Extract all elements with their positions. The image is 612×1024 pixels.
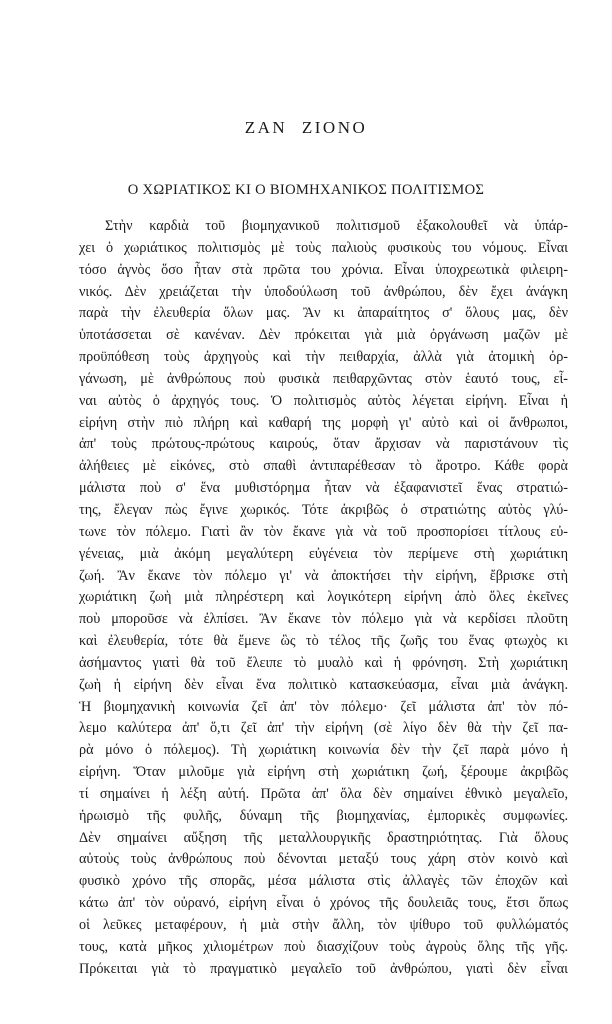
text-line: φυσικὸ χρόνο τῆς σπορᾶς, μέσα μάλιστα στὶς ἀλλαγὲς τῶν ἐποχῶν καὶ bbox=[79, 873, 568, 890]
text-line: τους, κατὰ μῆκος χιλιομέτρων ποὺ διασχίζουν τοὺς ἀγροὺς ὅλης τῆς γῆς. bbox=[79, 938, 568, 955]
text-line: ποὺ μποροῦσε νὰ ἐλπίσει. Ἂν ἔκανε τὸν πόλεμο γιὰ νὰ κερδίσει πλοῦτη bbox=[79, 611, 568, 628]
text-line: ρὰ μόνο ὁ πόλεμος). Τὴ χωριάτικη κοινωνία δὲν τὴν ζεῖ παρὰ μόνο ἡ bbox=[79, 742, 568, 759]
text-line: τωνε τὸν πόλεμο. Γιατὶ ἂν τὸν ἔκανε γιὰ νὰ τοῦ προσπορίσει τίτλους εὐ- bbox=[79, 523, 568, 540]
text-line: γάνωση, μὲ ἀνθρώπους ποὺ φυσικὰ πειθαρχῶντας στὸν ἑαυτό τους, εἶ- bbox=[79, 370, 568, 387]
text-line: της, ἔλεγαν πὼς ἔγινε χωρικός. Τότε ἀκριβῶς ὁ στρατιώτης αὐτὸς γλύ- bbox=[79, 501, 568, 518]
text-line: ζωή. Ἂν ἔκανε τὸν πόλεμο γι' νὰ ἀποκτήσει τὴν εἰρήνη, ἔβρισκε στὴ bbox=[79, 567, 568, 584]
text-line: τί σημαίνει ἡ λέξη αὐτή. Πρῶτα ἀπ' ὅλα δὲν σημαίνει ἐθνικὸ μεγαλεῖο, bbox=[79, 785, 568, 802]
author-name: ΖΑΝ ΖΙΟΝΟ bbox=[244, 118, 368, 137]
text-line: ναι αὐτὸς ὁ ἀρχηγός τους. Ὁ πολιτισμὸς αὐτὸς λέγεται εἰρήνη. Εἶναι ἡ bbox=[79, 392, 568, 409]
text-line: ἡρωισμὸ τῆς φυλῆς, δύναμη τῆς βιομηχανίας, ἐμπορικὲς συμφωνίες. bbox=[79, 807, 568, 824]
text-line: καὶ ἐλευθερία, τότε θὰ ἔμενε ὣς τὸ τέλος τῆς ζωῆς του ἕνας φτωχὸς κι bbox=[79, 633, 568, 650]
text-line: λεμο καλύτερα ἀπ' ὅ,τι ζεῖ ἀπ' τὴν εἰρήνη (σὲ λίγο δὲν θὰ τὴν ζεῖ πα- bbox=[79, 720, 568, 737]
essay-title: Ο ΧΩΡΙΑΤΙΚΟΣ ΚΙ Ο ΒΙΟΜΗΧΑΝΙΚΟΣ ΠΟΛΙΤΙΣΜΟΣ bbox=[127, 182, 485, 198]
text-line: Δὲν σημαίνει αὔξηση τῆς μεταλλουργικῆς δραστηριότητας. Γιὰ ὅλους bbox=[79, 829, 568, 846]
text-line: εἰρήνη. Ὅταν μιλοῦμε γιὰ εἰρήνη στὴ χωριάτικη ζωή, ξέρουμε ἀκριβῶς bbox=[79, 764, 568, 781]
body-paragraph bbox=[79, 216, 568, 981]
text-line: αὐτοὺς τοὺς ἀνθρώπους ποὺ δένονται μεταξύ τους χάρη στὸν κοινὸ καὶ bbox=[79, 851, 568, 868]
text-line: ζωὴ ἡ εἰρήνη δὲν εἶναι ἕνα πολιτικὸ κατασκεύασμα, εἶναι μιὰ ἀνάγκη. bbox=[79, 676, 568, 693]
text-line: Ἡ βιομηχανικὴ κοινωνία ζεῖ ἀπ' τὸν πόλεμο· ζεῖ μάλιστα ἀπ' τὸν πό- bbox=[79, 698, 568, 715]
text-line: κάτω ἀπ' τὸν οὐρανό, εἰρήνη εἶναι ὁ χρόνος τῆς δουλειᾶς τους, ἔτσι ὅπως bbox=[79, 895, 568, 912]
text-line: παρὰ τὴν ἐλευθερία ὅλων μας. Ἂν κι ἀπαραίτητος σ' ὅλους μας, δὲν bbox=[79, 305, 568, 322]
text-line: μάλιστα ποὺ σ' ἕνα μυθιστόρημα ἦταν νὰ ἐξαφανιστεῖ ἕνας στρατιώ- bbox=[79, 480, 568, 497]
text-line: ἀπ' τοὺς πρώτους-πρώτους καιρούς, ὅταν ἄρχισαν νὰ παριστάνουν τὶς bbox=[79, 436, 568, 453]
text-line: νικός. Δὲν χρειάζεται τὴν ὑποδούλωση τοῦ ἀνθρώπου, δὲν ἔχει ἀνάγκη bbox=[79, 283, 568, 300]
text-line: Πρόκειται γιὰ τὸ πραγματικὸ μεγαλεῖο τοῦ ἀνθρώπου, γιατὶ δὲν εἶναι bbox=[79, 960, 568, 977]
text-line: οἱ λεῦκες μεταφέρουν, ἡ μιὰ στὴν ἄλλη, τὸν ψίθυρο τοῦ φυλλώματός bbox=[79, 917, 568, 933]
text-line: χει ὁ χωριάτικος πολιτισμὸς μὲ τοὺς παλιοὺς φυσικοὺς του νόμους. Εἶναι bbox=[79, 239, 568, 256]
text-line: εἰρήνη στὴν πιὸ πλήρη καὶ καθαρή της μορφὴ γι' αὐτὸ καὶ οἱ ἄνθρωποι, bbox=[79, 414, 568, 431]
text-line: γένειας, μιὰ ἀκόμη μεγαλύτερη εὐγένεια τὸν περίμενε στὴ χωριάτικη bbox=[79, 545, 568, 562]
text-line: ἀλήθειες μὲ εἰκόνες, στὸ σπαθὶ ἀντιπαρέθεσαν τὸ ἄροτρο. Κάθε φορὰ bbox=[79, 458, 568, 475]
text-line: ὑποτάσσεται σὲ κανέναν. Δὲν πρόκειται γιὰ μιὰ ὀργάνωση μαζῶν μὲ bbox=[79, 327, 568, 344]
text-line: χωριάτικη ζωὴ μιὰ πληρέστερη καὶ λογικότερη εἰρήνη ἀπὸ ὅλες ἐκεῖνες bbox=[79, 589, 568, 606]
text-line: προϋπόθεση τοὺς ἀρχηγοὺς καὶ τὴν πειθαρχία, ἀλλὰ γιὰ ἀτομικὴ ὀρ- bbox=[79, 349, 568, 366]
text-line: Στὴν καρδιὰ τοῦ βιομηχανικοῦ πολιτισμοῦ ἐξακολουθεῖ νὰ ὑπάρ- bbox=[105, 218, 568, 234]
text-line: τόσο ἁγνὸς ὅσο ἦταν στὰ πρῶτα του χρόνια. Εἶναι ὑποχρεωτικὰ φιλειρη- bbox=[79, 261, 568, 278]
text-line: ἀσήμαντος γιατὶ θὰ τοῦ ἔλειπε τὸ μυαλὸ καὶ ἡ φρόνηση. Στὴ χωριάτικη bbox=[79, 654, 568, 671]
